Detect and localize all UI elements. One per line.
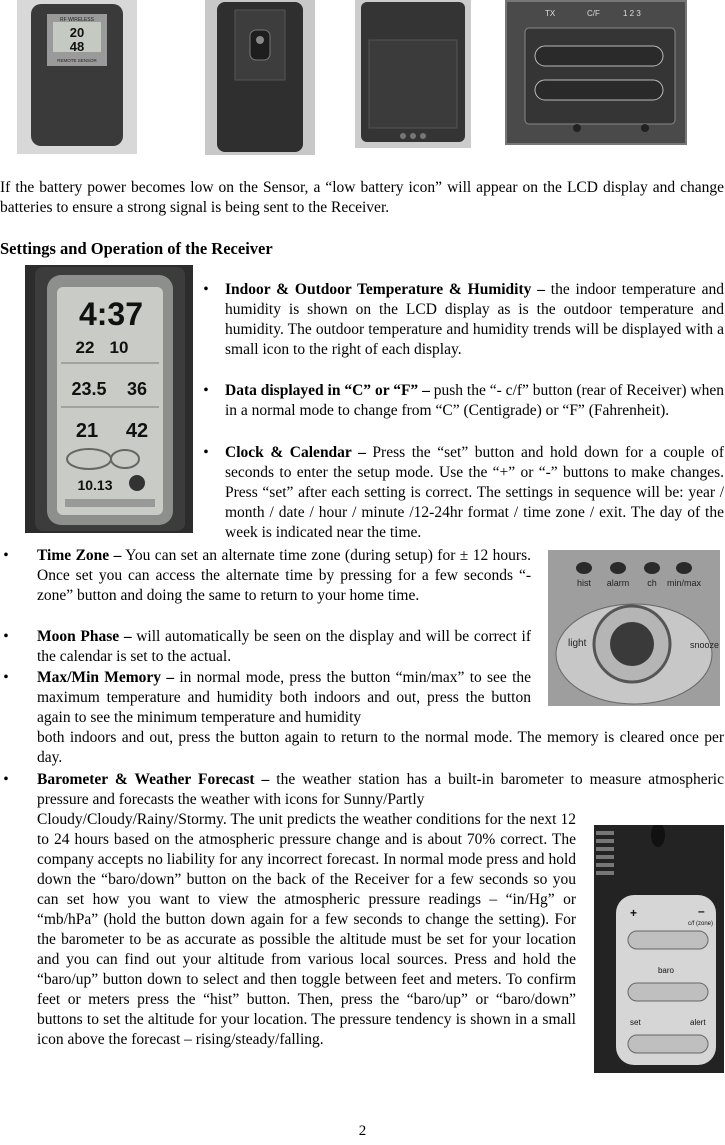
sensor-label-bottom: REMOTE SENSOR bbox=[57, 58, 97, 63]
rear-label-cf-zone: c/f (zone) bbox=[688, 921, 714, 927]
lcd-date-b: 10 bbox=[109, 338, 129, 357]
btn-label-hist: hist bbox=[576, 578, 592, 588]
sensor-front-drawing bbox=[17, 0, 137, 154]
sensor-humidity: 48 bbox=[69, 39, 85, 54]
bullet-text: push the “- c/f” button (rear of Receiver) when in a normal mode to change from “C” (Centigrade) or “F” (Fahrenheit). bbox=[225, 382, 724, 419]
btn-label-ch: ch bbox=[647, 578, 657, 588]
lcd-time: 4:37 bbox=[78, 296, 144, 332]
btn-label-alarm: alarm bbox=[606, 578, 630, 588]
lcd-baro: 10.13 bbox=[77, 477, 113, 493]
bullet-marker: • bbox=[3, 669, 9, 686]
bullet-text: in normal mode, press the button “min/max” to see the maximum temperature and humidity both indoors and out, press the button again to see the minimum temperature and humidity bbox=[37, 669, 532, 726]
bullet-title: Moon Phase – bbox=[37, 628, 132, 645]
receiver-front-photo bbox=[25, 265, 193, 533]
low-battery-paragraph: If the battery power becomes low on the Sensor, a “low battery icon” will appear on the LCD display and change batteries to ensure a strong signal is being sent to the Receiver. bbox=[0, 179, 724, 216]
bullet-marker: • bbox=[203, 281, 209, 298]
bullet-title: Max/Min Memory – bbox=[37, 669, 175, 686]
switch-label-123: 1 2 3 bbox=[623, 9, 641, 18]
section-heading: Settings and Operation of the Receiver bbox=[0, 239, 273, 258]
btn-label-light: light bbox=[568, 638, 587, 649]
rear-label-minus: – bbox=[698, 904, 705, 918]
bullet-title: Time Zone – bbox=[37, 547, 122, 564]
receiver-rear-buttons-photo bbox=[594, 825, 724, 1073]
page-number: 2 bbox=[358, 1123, 367, 1139]
bullet-indoor-outdoor bbox=[200, 280, 724, 360]
lcd-outdoor-temp: 21 bbox=[75, 420, 99, 442]
bullet-moon-phase bbox=[0, 627, 531, 667]
rear-label-set: set bbox=[630, 1018, 641, 1027]
sensor-temp: 20 bbox=[69, 25, 85, 40]
btn-label-snooze: snooze bbox=[690, 640, 720, 650]
max-min-continuation: both indoors and out, press the button again to return to the normal mode. The memory is cleared once per day. bbox=[37, 729, 724, 766]
bullet-text: You can set an alternate time zone (during setup) for ± 12 hours. Once set you can access the alternate time by pressing for a few seconds “- zone” button and doing the same to return to your home time. bbox=[37, 547, 531, 604]
rear-label-baro: baro bbox=[657, 966, 675, 975]
bullet-c-or-f bbox=[200, 381, 724, 421]
sensor-battery-door-photo bbox=[355, 0, 471, 148]
lcd-outdoor-humidity: 42 bbox=[125, 420, 149, 442]
bullet-text: Press the “set” button and hold down for a couple of seconds to enter the setup mode. Use the “+” or “-” buttons to make changes. Press “set” after each setting is correct. The settings in sequence will be: year / month / date / hour / minute /12-24hr format / time zone / exit. The day of the week is indicated near the time. bbox=[225, 444, 724, 541]
bullet-clock-calendar bbox=[200, 443, 724, 543]
lcd-indoor-temp: 23.5 bbox=[71, 379, 107, 399]
bullet-marker: • bbox=[203, 382, 209, 399]
bullet-marker: • bbox=[3, 628, 9, 645]
bullet-barometer bbox=[0, 770, 724, 810]
sensor-battery-compartment-photo bbox=[505, 0, 687, 145]
rear-label-alert: alert bbox=[690, 1018, 706, 1027]
bullet-text: the weather station has a built-in barometer to measure atmospheric pressure and forecasts the weather with icons for Sunny/Partly bbox=[37, 771, 724, 808]
bullet-marker: • bbox=[3, 771, 9, 788]
btn-label-minmax: min/max bbox=[666, 578, 702, 588]
bullet-title: Data displayed in “C” or “F” – bbox=[225, 382, 430, 399]
receiver-top-buttons-photo bbox=[548, 550, 720, 706]
lcd-indoor-humidity: 36 bbox=[126, 379, 148, 399]
bullet-max-min bbox=[0, 668, 531, 728]
bullet-marker: • bbox=[203, 444, 209, 461]
bullet-marker: • bbox=[3, 547, 9, 564]
bullet-title: Clock & Calendar – bbox=[225, 444, 366, 461]
bullet-title: Barometer & Weather Forecast – bbox=[37, 771, 270, 788]
rear-label-plus: + bbox=[630, 906, 638, 920]
sensor-back-photo bbox=[205, 0, 315, 155]
barometer-body: Cloudy/Cloudy/Rainy/Stormy. The unit predicts the weather conditions for the next 12 to 24 hours based on the atmospheric pressure change and is about 70% correct. The company accepts no liability for any incorrect forecast. In normal mode press and hold down the “baro/down” button on the back of the Receiver for a few seconds so you can set how you want to view the atmospheric pressure readings – “in/Hg” or “mb/hPa” (hold the button down again for a few seconds to change the setting). For the barometer to be as accurate as possible the altitude must be set for your location and you can find out your altitude from various local sources. Press and hold the “baro/up” button down to select and then toggle between feet and meters. To confirm feet or meters press the “hist” button. Then, press the “baro/up” or “baro/down” buttons to set the altitude for your location. The pressure tendency is shown in a small icon above the forecast – rising/steady/falling. bbox=[37, 811, 576, 1048]
sensor-front-photo bbox=[17, 0, 137, 154]
bullet-text: the indoor temperature and humidity is shown on the LCD display as is the outdoor temperature and humidity. The outdoor temperature and humidity trends will be displayed with a small icon to the right of each display. bbox=[225, 281, 725, 358]
switch-label-cf: C/F bbox=[587, 9, 600, 18]
lcd-date-a: 22 bbox=[75, 338, 95, 357]
bullet-time-zone bbox=[0, 546, 531, 606]
sensor-label-top: RF WIRELESS bbox=[60, 17, 94, 23]
bullet-text: will automatically be seen on the display and will be correct if the calendar is set to the actual. bbox=[37, 628, 531, 665]
switch-label-tx: TX bbox=[545, 9, 556, 18]
bullet-title: Indoor & Outdoor Temperature & Humidity – bbox=[225, 281, 545, 298]
